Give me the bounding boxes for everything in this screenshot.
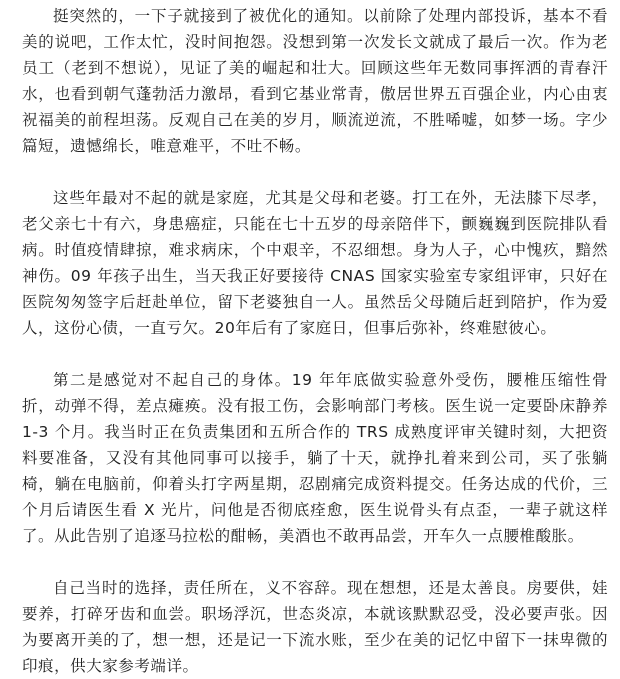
paragraph-reflection: 自己当时的选择，责任所在，义不容辞。现在想想，还是太善良。房要供，娃要养，打碎牙齿和血尝。职场浮沉，世态炎凉，本就该默默忍受，没必要声张。因为要离开美的了，想一想，还是记一下流水账，至少在美的记忆中留下一抹卑微的印痕，供大家参考端详。 [22, 579, 608, 675]
paragraph-notice: 挺突然的，一下子就接到了被优化的通知。以前除了处理内部投诉，基本不看美的说吧，工作太忙，没时间抱怨。没想到第一次发长文就成了最后一次。作为老员工（老到不想说），见证了美的崛起和壮大。回顾这些年无数同事挥洒的青春汗水，也看到朝气蓬勃活力激昂，看到它基业常青，傲居世界五百强企业，内心由衷祝福美的前程坦荡。反观自己在美的岁月，顺流逆流，不胜唏嘘，如梦一场。字少篇短，遗憾绵长，唯意难平，不吐不畅。 [22, 7, 608, 155]
paragraph-health: 第二是感觉对不起自己的身体。19 年年底做实验意外受伤，腰椎压缩性骨折，动弹不得，差点瘫痪。没有报工伤，会影响部门考核。医生说一定要卧床静养 1-3 个月。我当时正在负责集团和五所合作的 TRS 成熟度评审关键时刻，大把资料要准备，又没有其他同事可以接手，躺了十天，就挣扎着来到公司，买了张躺椅，躺在电脑前，仰着头打字两星期，忍剧痛完成资料提交。任务达成的代价，三个月后请医生看 X 光片，问他是否彻底痊愈，医生说骨头有点歪，一辈子就这样了。从此告别了追逐马拉松的酣畅，美酒也不敢再品尝，开车久一点腰椎酸胀。 [22, 371, 608, 545]
paragraph-family: 这些年最对不起的就是家庭，尤其是父母和老婆。打工在外，无法膝下尽孝，老父亲七十有六，身患癌症，只能在七十五岁的母亲陪伴下，颤巍巍到医院排队看病。时值疫情肆掠，难求病床，个中艰辛，不忍细想。身为人子，心中愧疚，黯然神伤。09 年孩子出生，当天我正好要接待 CNAS 国家实验室专家组评审，只好在医院匆匆签字后赶赴单位，留下老婆独自一人。虽然岳父母随后赶到陪护，作为爱人，这份心债，一直亏欠。20年后有了家庭日，但事后弥补，终难慰彼心。 [22, 189, 608, 337]
